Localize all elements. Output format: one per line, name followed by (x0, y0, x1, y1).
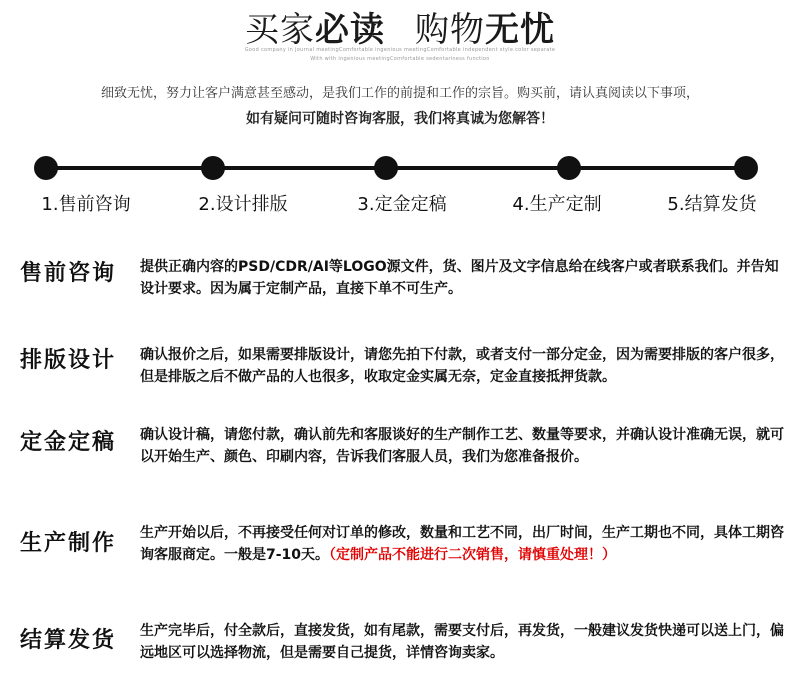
timeline-dot-1 (34, 156, 58, 180)
section-title-production: 生产制作 (20, 531, 117, 556)
process-timeline (0, 150, 800, 230)
production-warning: （定制产品不能进行二次销售，请慎重处理！） (329, 547, 617, 563)
step-label-4: 4.生产定制 (512, 194, 602, 215)
step-label-2: 2.设计排版 (198, 194, 288, 215)
timeline-dot-5 (734, 156, 758, 180)
timeline-dot-2 (201, 156, 225, 180)
title-part-2: 必读 (315, 10, 385, 50)
section-body-production (140, 522, 790, 566)
intro-line-2: 如有疑问可随时咨询客服，我们将真诚为您解答！ (246, 111, 554, 127)
title-part-3: 购物 (415, 10, 485, 50)
step-label-5: 5.结算发货 (667, 194, 757, 215)
subtitle-line-1: Good company in journal meetingComfortable ingenious meetingComfortable independent style color separate (244, 47, 556, 53)
section-body-deposit: 确认设计稿，请您付款，确认前先和客服谈好的生产制作工艺、数量等要求，并确认设计准确无误，就可以开始生产、颜色、印刷内容，告诉我们客服人员，我们为您准备报价。 (140, 427, 784, 465)
section-title-presale: 售前咨询 (20, 261, 117, 286)
section-body-delivery: 生产完毕后，付全款后，直接发货，如有尾款，需要支付后，再发货，一般建议发货快递可以送上门，偏远地区可以选择物流，但是需要自己提货，详情咨询卖家。 (140, 623, 784, 661)
section-body-layout: 确认报价之后，如果需要排版设计，请您先拍下付款，或者支付一部分定金，因为需要排版的客户很多，但是排版之后不做产品的人也很多，收取定金实属无奈，定金直接抵押货款。 (140, 347, 784, 385)
step-label-3: 3.定金定稿 (357, 194, 447, 215)
production-text: 生产开始以后，不再接受任何对订单的修改，数量和工艺不同，出厂时间，生产工期也不同，具体工期咨询客服商定。一般是7-10天。 (140, 525, 784, 563)
section-title-delivery: 结算发货 (20, 628, 117, 653)
title-part-4: 无忧 (485, 10, 555, 50)
section-body-presale: 提供正确内容的PSD/CDR/AI等LOGO源文件，货、图片及文字信息给在线客户或者联系我们。并告知设计要求。因为属于定制产品，直接下单不可生产。 (140, 259, 779, 297)
subtitle-line-2: With with ingenious meetingComfortable sedentariness function (310, 56, 490, 62)
timeline-dot-3 (374, 156, 398, 180)
timeline-dot-4 (557, 156, 581, 180)
title-part-1: 买家 (245, 10, 315, 50)
section-title-layout: 排版设计 (20, 348, 117, 373)
step-label-1: 1.售前咨询 (41, 194, 131, 215)
page-title (0, 2, 800, 51)
intro-line-1: 细致无忧，努力让客户满意甚至感动，是我们工作的前提和工作的宗旨。购买前，请认真阅读以下事项， (100, 86, 699, 101)
section-title-deposit: 定金定稿 (20, 430, 117, 455)
